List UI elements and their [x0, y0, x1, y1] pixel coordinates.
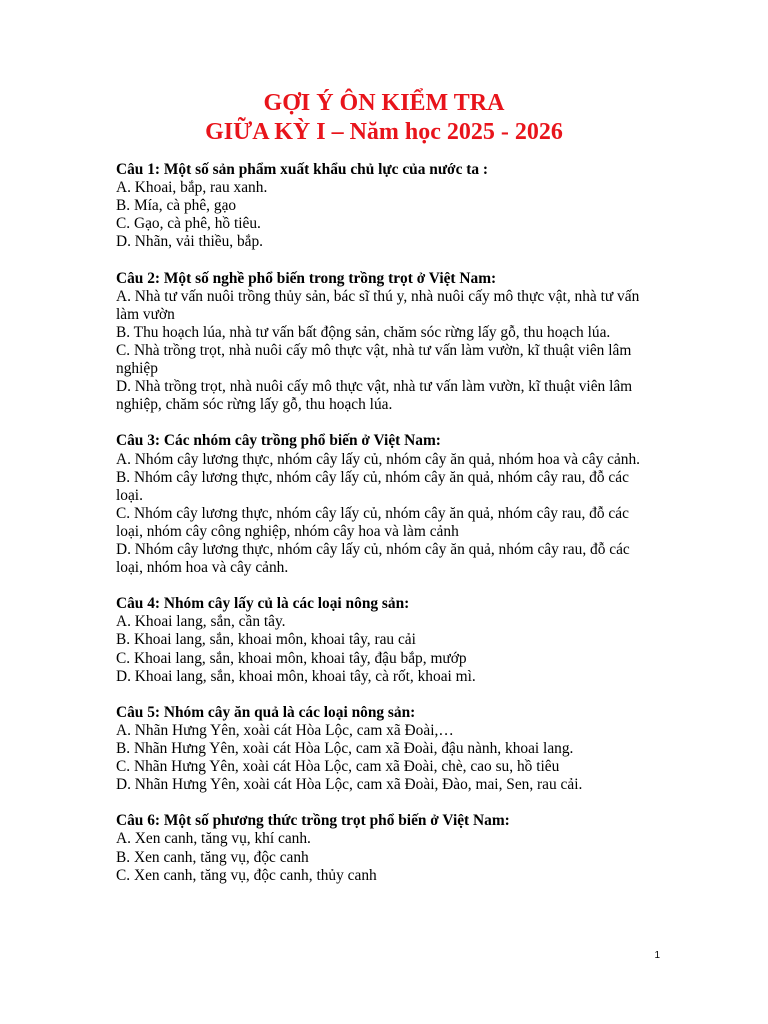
answer-option: B. Nhãn Hưng Yên, xoài cát Hòa Lộc, cam xã Đoài, đậu nành, khoai lang.: [116, 740, 574, 757]
question-block: [116, 704, 656, 794]
answer-option: B. Nhóm cây lương thực, nhóm cây lấy củ, nhóm cây ăn quả, nhóm cây rau, đỗ các loại.: [116, 468, 629, 504]
question-title: Câu 5: Nhóm cây ăn quả là các loại nông sản:: [116, 703, 416, 721]
answer-option: B. Xen canh, tăng vụ, độc canh: [116, 848, 309, 866]
document-title-line2: GIỮA KỲ I – Năm học 2025 - 2026: [205, 119, 563, 145]
answer-option: B. Mía, cà phê, gạo: [116, 197, 237, 215]
answer-option: A. Khoai, bắp, rau xanh.: [116, 179, 268, 197]
answer-option: C. Gạo, cà phê, hồ tiêu.: [116, 215, 261, 233]
answer-option: D. Nhãn, vải thiều, bắp.: [116, 233, 264, 251]
answer-option: C. Nhóm cây lương thực, nhóm cây lấy củ, nhóm cây ăn quả, nhóm cây rau, đỗ các loại, nhóm cây công nghiệp, nhóm cây hoa và làm cảnh: [116, 504, 629, 540]
answer-option: A. Nhóm cây lương thực, nhóm cây lấy củ, nhóm cây ăn quả, nhóm hoa và cây cảnh.: [116, 450, 641, 468]
question-block: [116, 161, 656, 251]
answer-option: C. Nhà trồng trọt, nhà nuôi cấy mô thực vật, nhà tư vấn làm vườn, kĩ thuật viên lâm nghiệp: [116, 341, 632, 378]
answer-option: C. Nhãn Hưng Yên, xoài cát Hòa Lộc, cam xã Đoài, chè, cao su, hồ tiêu: [116, 758, 560, 776]
page-number: 1: [654, 950, 660, 961]
answer-option: B. Khoai lang, sắn, khoai môn, khoai tây, rau cải: [116, 631, 416, 649]
answer-option: A. Nhãn Hưng Yên, xoài cát Hòa Lộc, cam xã Đoài,…: [116, 721, 454, 739]
document-title-line1: GỢI Ý ÔN KIỂM TRA: [263, 90, 505, 116]
question-block: [116, 812, 656, 884]
question-block: [116, 595, 656, 685]
answer-option: C. Xen canh, tăng vụ, độc canh, thủy canh: [116, 866, 377, 884]
answer-option: D. Nhà trồng trọt, nhà nuôi cấy mô thực vật, nhà tư vấn làm vườn, kĩ thuật viên lâm nghiệp, chăm sóc rừng lấy gỗ, thu hoạch lúa.: [116, 378, 633, 414]
question-title: Câu 6: Một số phương thức trồng trọt phổ biến ở Việt Nam:: [116, 812, 510, 830]
answer-option: C. Khoai lang, sắn, khoai môn, khoai tây, đậu bắp, mướp: [116, 649, 467, 667]
answer-option: A. Khoai lang, sắn, cần tây.: [116, 613, 286, 631]
question-block: [116, 270, 656, 415]
question-list: [116, 161, 656, 903]
question-block: [116, 432, 656, 577]
answer-option: A. Nhà tư vấn nuôi trồng thủy sản, bác sĩ thú y, nhà nuôi cấy mô thực vật, nhà tư vấn làm vườn: [116, 287, 640, 323]
question-title: Câu 2: Một số nghề phổ biến trong trồng trọt ở Việt Nam:: [116, 269, 497, 287]
question-title: Câu 1: Một số sản phẩm xuất khẩu chủ lực của nước ta :: [116, 161, 489, 178]
answer-option: D. Nhãn Hưng Yên, xoài cát Hòa Lộc, cam xã Đoài, Đào, mai, Sen, rau cải.: [116, 776, 583, 794]
answer-option: B. Thu hoạch lúa, nhà tư vấn bất động sản, chăm sóc rừng lấy gỗ, thu hoạch lúa.: [116, 323, 611, 341]
answer-option: A. Xen canh, tăng vụ, khí canh.: [116, 830, 311, 848]
answer-option: D. Khoai lang, sắn, khoai môn, khoai tây, cà rốt, khoai mì.: [116, 667, 476, 685]
question-title: Câu 3: Các nhóm cây trồng phổ biến ở Việt Nam:: [116, 432, 441, 450]
question-title: Câu 4: Nhóm cây lấy củ là các loại nông sản:: [116, 595, 410, 613]
answer-option: D. Nhóm cây lương thực, nhóm cây lấy củ, nhóm cây ăn quả, nhóm cây rau, đỗ các loại, nhóm hoa và cây cảnh.: [116, 540, 630, 577]
